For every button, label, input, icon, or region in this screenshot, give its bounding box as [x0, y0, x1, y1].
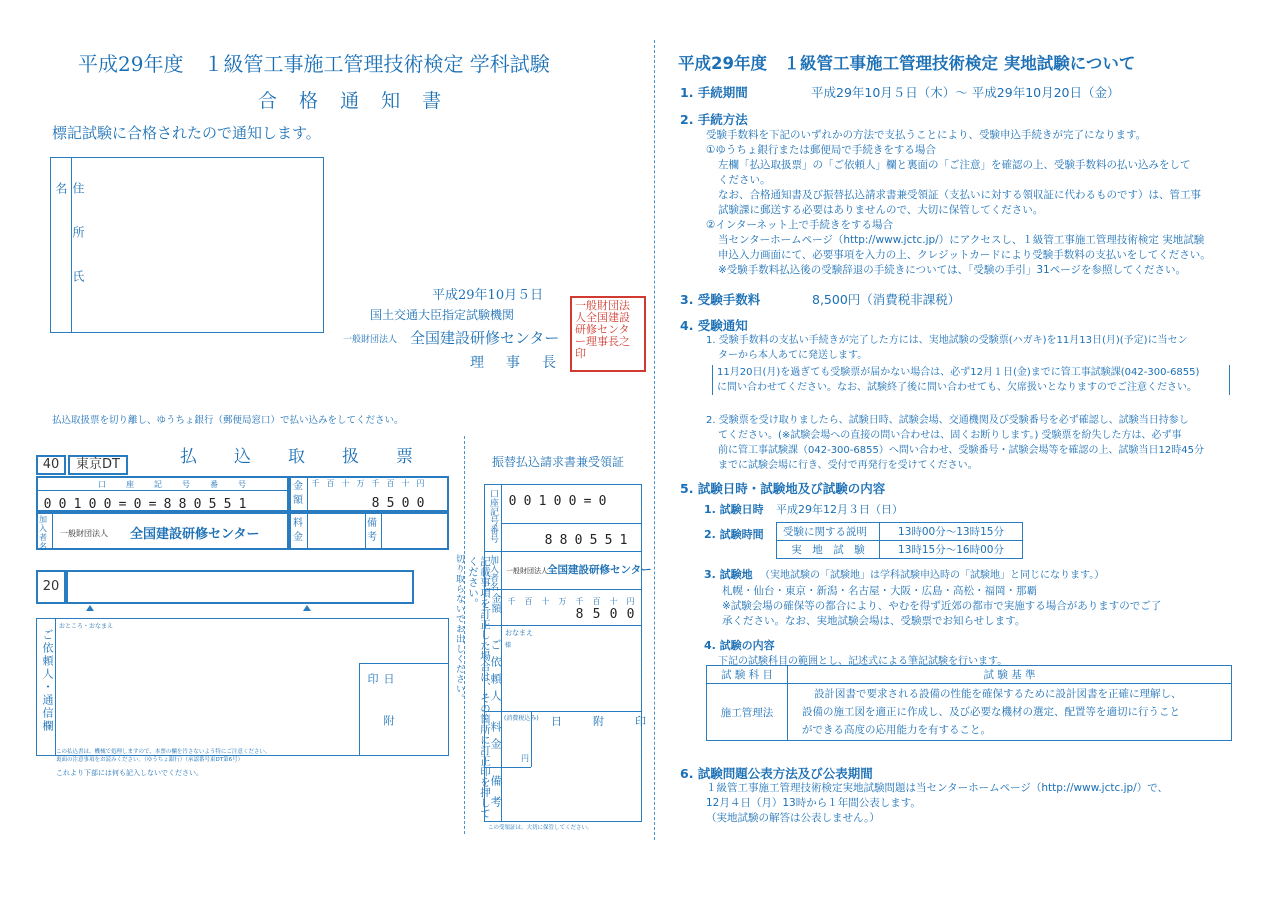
- receipt-fee-label: 料金: [489, 721, 502, 755]
- s6-body: [706, 781, 1168, 826]
- receipt-amount-unit: 千: [507, 597, 516, 606]
- account-digit: 5: [208, 497, 217, 512]
- issuer-prefix: 一般財団法人: [343, 335, 398, 345]
- s2-line: 当センターホームページ（http://www.jctc.jp/）にアクセスし、１級管工事施工管理技術検定 実地試験: [718, 234, 1205, 246]
- receipt-amount-digit: 0: [626, 607, 635, 622]
- s5-3-line1: ※試験会場の確保等の都合により、やむを得ず近郊の都市で実施する場合がありますのでご了: [722, 600, 1162, 612]
- fee-box: [289, 512, 449, 550]
- issuer-line1: 国土交通大臣指定試験機関: [370, 308, 515, 322]
- s2-body: [706, 128, 1246, 278]
- vertical-note: 切り取らないでお出しください。: [454, 554, 464, 704]
- receipt-sama: 様: [505, 642, 512, 649]
- subject-name: 施工管理法: [707, 684, 788, 741]
- s4-line: 前に管工事試験課（042-300-6855）へ問い合わせ、受験番号・試験会場等を確認の上、試験当日12時45分: [718, 445, 1204, 456]
- s2-head: 2. 手続方法: [680, 112, 748, 127]
- subject-table: [706, 665, 1232, 741]
- amount-unit: 十: [341, 479, 350, 488]
- account-digit: 1: [73, 497, 82, 512]
- notice-title: 平成29年度 １級管工事施工管理技術検定 学科試験: [78, 52, 550, 76]
- amount-digits: [308, 492, 428, 511]
- receipt-account-digit: 1: [619, 533, 628, 548]
- receipt-account-digit: 1: [538, 494, 547, 509]
- slip-footnote2: 裏面の注意事項をお読みください。（ゆうちょ銀行）（承認番号東DT第6号）: [56, 757, 244, 763]
- right-title: 平成29年度 １級管工事施工管理技術検定 実地試験について: [678, 54, 1136, 73]
- address-label: 住 所 氏 名: [54, 182, 85, 314]
- s2-line: 受験手数料を下記のいずれかの方法で支払うことにより、受験申込手続きが完了になります。: [706, 129, 1147, 141]
- code-box-value: 40: [42, 457, 60, 472]
- receipt-account-label: 口座記号番号: [488, 489, 498, 543]
- payee-prefix: 一般財団法人: [60, 529, 108, 538]
- receipt-account-digit: =: [583, 494, 592, 509]
- requester-box: [36, 618, 449, 756]
- slip-title: 払 込 取 扱 票: [180, 447, 423, 467]
- receipt-amount-digits: [503, 603, 639, 622]
- s1-head: 1. 手続期間: [680, 85, 748, 100]
- amount-box: [289, 476, 449, 512]
- receipt-account-digit: 8: [544, 533, 553, 548]
- amount-unit: 千: [311, 479, 320, 488]
- s3-head: 3. 受験手数料: [680, 292, 761, 307]
- s2-line: 左欄「払込取扱票」の「ご依頼人」欄と裏面の「ご注意」を確認の上、受験手数料の払い込みをして: [718, 159, 1191, 171]
- s4-bracket: [712, 365, 1230, 395]
- receipt-account-digit: 5: [589, 533, 598, 548]
- s4-line: ターから本人あてに発送します。: [718, 350, 868, 361]
- receipt-account-digit: 0: [523, 494, 532, 509]
- amount-digit: 0: [401, 496, 410, 511]
- criteria-line: 設備の施工図を適正に作成し、及び必要な機材の選定、配置等を適切に行うこと: [802, 706, 1180, 718]
- receipt-account-digit: 0: [598, 494, 607, 509]
- receipt-footnote: この受領証は、大切に保管してください。: [488, 825, 593, 831]
- criteria-line: 設計図書で要求される設備の性能を確保するために設計図書を正確に理解し、: [814, 688, 1182, 700]
- account-header: 口 座 記 号 番 号: [98, 480, 252, 489]
- branch-value: 東京DT: [76, 457, 120, 472]
- subject-header-row: [707, 666, 1232, 684]
- account-digit: 0: [133, 497, 142, 512]
- s5-head: 5. 試験日時・試験地及び試験の内容: [680, 481, 886, 496]
- receipt-amount-label: 金額: [489, 593, 500, 613]
- account-digit: 8: [163, 497, 172, 512]
- receipt-amount-unit: 百: [524, 597, 533, 606]
- s4-line: 1. 受験手数料の支払い手続きが完了した方には、実地試験の受験票(ハガキ)を11月13日(月)(予定)に当セン: [706, 335, 1188, 346]
- amount-units: [308, 478, 428, 489]
- s1-value: 平成29年10月５日（木）～ 平成29年10月20日（金）: [811, 85, 1120, 100]
- s5-3-line2: 承ください。なお、実地試験会場は、受験票でお知らせします。: [722, 615, 1026, 627]
- s5-3-note: （実地試験の「試験地」は学科試験申込時の「試験地」と同じになります。）: [760, 570, 1105, 581]
- vertical-note2: 記載事項を訂正した場合は、その箇所に訂正印を押してください。: [467, 556, 491, 819]
- s6-line: １級管工事施工管理技術検定実地試験問題は当センターホームページ（http://www.jctc.jp/）で、: [706, 782, 1168, 794]
- s5-1-value: 平成29年12月３日（日）: [776, 503, 903, 516]
- payee-box: [36, 512, 289, 550]
- criteria-line: ができる高度の応用能力を有すること。: [802, 724, 991, 736]
- schedule-row: [777, 541, 1023, 559]
- payee-label: 加入者名: [39, 515, 47, 551]
- receipt-amount-unit: 千: [575, 597, 584, 606]
- account-digit: 0: [43, 497, 52, 512]
- criteria-col-header: 試 験 基 準: [788, 666, 1232, 684]
- tear-notice: 払込取扱票を切り離し、ゆうちょ銀行（郵便局窓口）で払い込みをしてください。: [52, 415, 404, 426]
- s4-line: までに試験会場に行き、受付で再発行を受けてください。: [718, 460, 978, 471]
- s5-2-head: 2. 試験時間: [704, 528, 764, 541]
- requester-label: ご依頼人・通信欄: [41, 629, 54, 733]
- receipt-stamp-label: 日 附 印: [551, 715, 656, 728]
- triangle-marker-left: [86, 605, 94, 611]
- amount-digit: 8: [371, 496, 380, 511]
- memo-label: 備考: [367, 518, 377, 543]
- amount-label-1: 金: [293, 481, 303, 492]
- account-digit: 0: [88, 497, 97, 512]
- triangle-marker-right: [303, 605, 311, 611]
- receipt-account-digit: 5: [604, 533, 613, 548]
- amount-unit: 百: [386, 479, 395, 488]
- account-digit: 5: [223, 497, 232, 512]
- receipt-account-digit: 8: [559, 533, 568, 548]
- receipt-account-digit: 0: [508, 494, 517, 509]
- amount-unit: 十: [401, 479, 410, 488]
- receipt-account-bottom: [541, 529, 631, 548]
- s4-body: [706, 333, 1246, 473]
- notice-date: 平成29年10月５日: [432, 288, 544, 303]
- code-box: [36, 455, 66, 475]
- s2-line: 申込入力画面にて、必要事項を入力の上、クレジットカードにより受験手数料の支払いをしてください。: [718, 249, 1211, 261]
- branch-box: [68, 455, 128, 475]
- receipt-amount-unit: 十: [609, 597, 618, 606]
- schedule-time: 13時15分～16時00分: [880, 541, 1023, 559]
- address-box: [50, 157, 324, 333]
- stamp-label: 日 附 印: [366, 673, 395, 757]
- subject-criteria: [788, 684, 1232, 741]
- code-box2-field: [66, 570, 414, 604]
- receipt-yen: 円: [521, 754, 529, 763]
- receipt-requester-small: おなまえ: [505, 629, 533, 637]
- payee-name: 全国建設研修センター: [130, 527, 260, 542]
- receipt-account-digit: 0: [568, 494, 577, 509]
- schedule-table: [776, 522, 1023, 559]
- receipt-amount-unit: 円: [626, 597, 635, 606]
- slip-footnote3: これより下部には何も記入しないでください。: [56, 769, 203, 777]
- account-digit: 8: [178, 497, 187, 512]
- s2-line: ください。: [718, 174, 771, 186]
- subject-col-header: 試 験 科 目: [707, 666, 788, 684]
- schedule-time: 13時00分～13時15分: [880, 523, 1023, 541]
- receipt-amount-unit: 百: [592, 597, 601, 606]
- receipt-payee-name: 全国建設研修センター: [547, 564, 652, 576]
- code-box2-value: 20: [42, 579, 60, 594]
- account-box: [36, 476, 289, 512]
- schedule-row: [777, 523, 1023, 541]
- amount-unit: 百: [326, 479, 335, 488]
- s4-head: 4. 受験通知: [680, 318, 748, 333]
- account-digit: =: [148, 497, 157, 512]
- s6-line: （実地試験の解答は公表しません。）: [706, 812, 880, 824]
- receipt-memo-label: 備考: [489, 775, 502, 817]
- s4-line: 2. 受験票を受け取りましたら、試験日時、試験会場、交通機関及び受験番号を必ず確認し、試験当日持参し: [706, 415, 1189, 426]
- s6-line: 12月４日（月）13時から１年間公表します。: [706, 797, 921, 809]
- s5-1-head: 1. 試験日時: [704, 503, 764, 516]
- receipt-payee-label: 加入者名: [488, 555, 498, 591]
- s3-value: 8,500円（消費税非課税）: [812, 292, 961, 307]
- schedule-label: 受験に関する説明: [777, 523, 880, 541]
- s2-line: ※受験手数料払込後の受験辞退の手続きについては、「受験の手引」31ページを参照してください。: [718, 264, 1186, 276]
- amount-digit: 0: [416, 496, 425, 511]
- issuer-name: 全国建設研修センター: [410, 329, 560, 347]
- s2-line: ②インターネット上で手続きをする場合: [706, 219, 893, 231]
- notice-text: 標記試験に合格されたので通知します。: [52, 124, 321, 142]
- s6-head: 6. 試験問題公表方法及び公表期間: [680, 766, 873, 781]
- receipt-form: [484, 484, 656, 822]
- s4-line: てください。(※試験会場への直接の問い合わせは、固くお断りします。) 受験票を紛失した方は、必ず事: [718, 430, 1182, 441]
- account-digit: 1: [238, 497, 247, 512]
- amount-label: [293, 480, 303, 508]
- code-box2: [36, 570, 66, 604]
- receipt-requester-label: ご依頼人: [489, 639, 502, 707]
- fee-label: 料金: [293, 518, 303, 543]
- s5-4-note: 下記の試験科目の範囲とし、記述式による筆記試験を行います。: [718, 656, 1008, 667]
- receipt-account-digit: 0: [553, 494, 562, 509]
- issuer-title: 理 事 長: [470, 355, 560, 371]
- subject-row: [707, 684, 1232, 741]
- account-digits: [40, 493, 250, 512]
- seal-text: 一般財団法人全国建設研修センター理事長之印: [575, 300, 630, 360]
- account-digit: 0: [193, 497, 202, 512]
- account-digit: =: [118, 497, 127, 512]
- s2-line: なお、合格通知書及び振替払込請求書兼受領証（支払いに対する領収証に代わるものです）は、管工事: [718, 189, 1201, 201]
- receipt-account-top: [505, 490, 610, 509]
- s4-line: に問い合わせてください。なお、試験終了後に問い合わせても、欠席扱いとなりますのでご注意ください。: [717, 382, 1197, 393]
- slip-footnote1: この払込書は、機械で処理しますので、本票の欄を汚さないよう特にご注意ください。: [56, 749, 271, 755]
- amount-digit: 5: [386, 496, 395, 511]
- receipt-amount-digit: 0: [609, 607, 618, 622]
- receipt-amount-digit: 5: [592, 607, 601, 622]
- receipt-amount-unit: 十: [541, 597, 550, 606]
- s5-3-cities: 札幌・仙台・東京・新潟・名古屋・大阪・広島・高松・福岡・那覇: [722, 585, 1037, 597]
- receipt-account-digit: 0: [574, 533, 583, 548]
- receipt-amount-digit: 8: [575, 607, 584, 622]
- s5-3-body: [722, 584, 1161, 629]
- account-digit: 0: [103, 497, 112, 512]
- s5-3-head: 3. 試験地: [704, 568, 753, 581]
- amount-unit: 万: [356, 479, 365, 488]
- official-seal: [570, 296, 646, 372]
- receipt-title: 振替払込請求書兼受領証: [492, 455, 625, 469]
- receipt-amount-unit: 万: [558, 597, 567, 606]
- receipt-fee-small: (消費税込み): [504, 715, 539, 722]
- s4-line: 11月20日(月)を過ぎても受験票が届かない場合は、必ず12月１日(金)までに管工事試験課(042-300-6855): [717, 367, 1200, 378]
- s2-line: ①ゆうちょ銀行または郵便局で手続きをする場合: [706, 144, 936, 156]
- account-digit: 0: [58, 497, 67, 512]
- amount-label-2: 額: [293, 495, 303, 506]
- s5-4-head: 4. 試験の内容: [704, 639, 775, 652]
- amount-unit: 円: [416, 479, 425, 488]
- schedule-label: 実 地 試 験: [777, 541, 880, 559]
- receipt-payee-prefix: 一般財団法人: [506, 567, 548, 575]
- requester-small: おところ・おなまえ: [59, 623, 114, 630]
- notice-subtitle: 合 格 通 知 書: [258, 90, 450, 112]
- amount-unit: 千: [371, 479, 380, 488]
- s2-line: 試験課に郵送する必要はありませんので、大切に保管してください。: [718, 204, 1044, 216]
